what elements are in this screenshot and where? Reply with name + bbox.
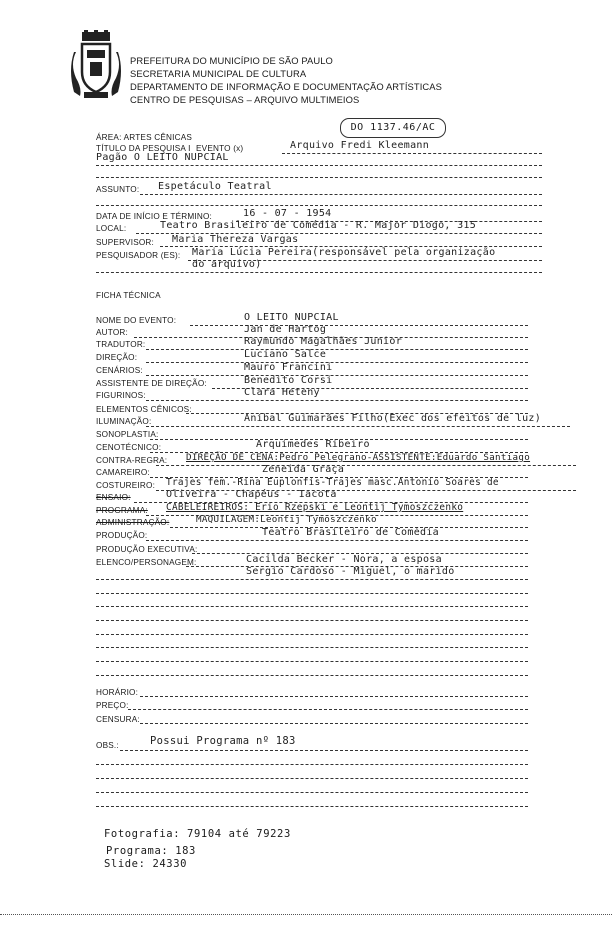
fotografia-note: Fotografia: 79104 até 79223 bbox=[104, 828, 291, 840]
titulo-label: TÍTULO DA PESQUISA I bbox=[96, 144, 191, 153]
row-label: PRODUÇÃO EXECUTIVA: bbox=[96, 545, 198, 554]
row-label: FIGURINOS: bbox=[96, 391, 146, 400]
row-value: Arquimedes Ribeiro bbox=[256, 439, 370, 450]
row-value: Oliveira - Chapéus - Iacota bbox=[166, 489, 337, 500]
row-value: Raymundo Magalhães Junior bbox=[244, 336, 403, 347]
row-label: CONTRA-REGRA: bbox=[96, 456, 168, 465]
row-value: Luciano Salce bbox=[244, 349, 327, 360]
data-label: DATA DE INÍCIO E TÉRMINO: bbox=[96, 212, 212, 221]
elenco-value-2: Sergio Cardoso - Miguel, o marido bbox=[246, 566, 455, 577]
catalog-stamp: DO 1137.46/AC bbox=[340, 118, 446, 138]
row-label: ADMINISTRAÇÃO: bbox=[96, 518, 170, 527]
pesquisador-value-2: do arquivo) bbox=[192, 259, 262, 270]
row-value: O LEITO NUPCIAL bbox=[244, 312, 339, 323]
header-secretaria: SECRETARIA MUNICIPAL DE CULTURA bbox=[130, 68, 307, 79]
pesquisador-value: Maria Lúcia Pereira(responsável pela organização bbox=[192, 247, 496, 258]
row-value: Benedito Corsi bbox=[244, 375, 333, 386]
local-label: LOCAL: bbox=[96, 224, 127, 233]
evento-label: EVENTO (x) bbox=[196, 144, 244, 153]
supervisor-value: Maria Thereza Vargas bbox=[172, 234, 299, 245]
row-label: ILUMINAÇÃO: bbox=[96, 417, 152, 426]
tail-label: HORÁRIO: bbox=[96, 688, 139, 697]
row-label: CAMAREIRO: bbox=[96, 468, 150, 477]
row-label: ELENCO/PERSONAGEM: bbox=[96, 558, 197, 567]
supervisor-label: SUPERVISOR: bbox=[96, 238, 155, 247]
obs-value: Possui Programa nº 183 bbox=[150, 735, 296, 747]
row-value: Mauro Francini bbox=[244, 362, 333, 373]
row-label: ASSISTENTE DE DIREÇÃO: bbox=[96, 379, 207, 388]
row-label: PRODUÇÃO: bbox=[96, 531, 148, 540]
row-value: Trajes fem.-Rina Euplonfis-Trajes masc.Antonio Soares de bbox=[166, 477, 499, 488]
titulo-value: Arquivo Fredi Kleemann bbox=[290, 140, 430, 151]
header-prefeitura: PREFEITURA DO MUNICÍPIO DE SÃO PAULO bbox=[130, 55, 333, 66]
row-label: AUTOR: bbox=[96, 328, 128, 337]
row-label: TRADUTOR: bbox=[96, 340, 146, 349]
row-label: CENÁRIOS: bbox=[96, 366, 143, 375]
obs-label: OBS.: bbox=[96, 741, 119, 750]
row-value: Zeneida Graça bbox=[262, 464, 345, 475]
slide-note: Slide: 24330 bbox=[104, 858, 188, 870]
titulo-value-2: Pagão O LEITO NUPCIAL bbox=[96, 152, 229, 163]
row-label: DIREÇÃO: bbox=[96, 353, 138, 362]
pesquisador-label: PESQUISADOR (ES): bbox=[96, 251, 181, 260]
header-departamento: DEPARTAMENTO DE INFORMAÇÃO E DOCUMENTAÇÃO ARTÍSTICAS bbox=[130, 81, 443, 92]
programa-note: Programa: 183 bbox=[106, 845, 196, 857]
assunto-value: Espetáculo Teatral bbox=[158, 181, 272, 192]
municipal-coat-of-arms-icon bbox=[70, 30, 122, 100]
row-value: DIREÇÃO DE CENA:Pedro Pelegrano-ASSISTENTE:Eduardo Santiago bbox=[186, 452, 531, 463]
row-label: COSTUREIRO: bbox=[96, 481, 156, 490]
row-label: CENOTÉCNICO: bbox=[96, 443, 162, 452]
local-value: Teatro Brasileiro de Comédia - R. Major Diogo, 315 bbox=[160, 220, 477, 231]
data-value: 16 - 07 - 1954 bbox=[243, 208, 332, 219]
area-label: ÁREA: ARTES CÊNICAS bbox=[96, 133, 193, 142]
row-label: SONOPLASTIA: bbox=[96, 430, 159, 439]
tail-label: CENSURA: bbox=[96, 715, 140, 724]
row-value: MAQUILAGEM:Leontij Tymoszczenko bbox=[196, 514, 377, 525]
row-label: NOME DO EVENTO: bbox=[96, 316, 177, 325]
row-value: Teatro Brasileiro de Comédia bbox=[262, 527, 439, 538]
ficha-tecnica-title: FICHA TÉCNICA bbox=[96, 291, 161, 300]
row-label: ELEMENTOS CÊNICOS: bbox=[96, 405, 192, 414]
row-value: Jan de Hartog bbox=[244, 324, 327, 335]
tail-label: PREÇO: bbox=[96, 701, 129, 710]
row-label: ENSAIO: bbox=[96, 493, 131, 502]
row-value: Cacilda Becker - Nora, a esposa bbox=[246, 554, 442, 565]
row-label: PROGRAMA: bbox=[96, 506, 148, 515]
assunto-label: ASSUNTO: bbox=[96, 185, 140, 194]
header-centro: CENTRO DE PESQUISAS – ARQUIVO MULTIMEIOS bbox=[130, 94, 360, 105]
row-value: Clara Heteny bbox=[244, 387, 320, 398]
row-value: Aníbal Guimarães Filho(Exec dos efeitos de luz) bbox=[244, 413, 542, 424]
row-value: CABELEIREIROS: Erio Rzepski e Leontij Tymoszczenko bbox=[166, 502, 464, 513]
